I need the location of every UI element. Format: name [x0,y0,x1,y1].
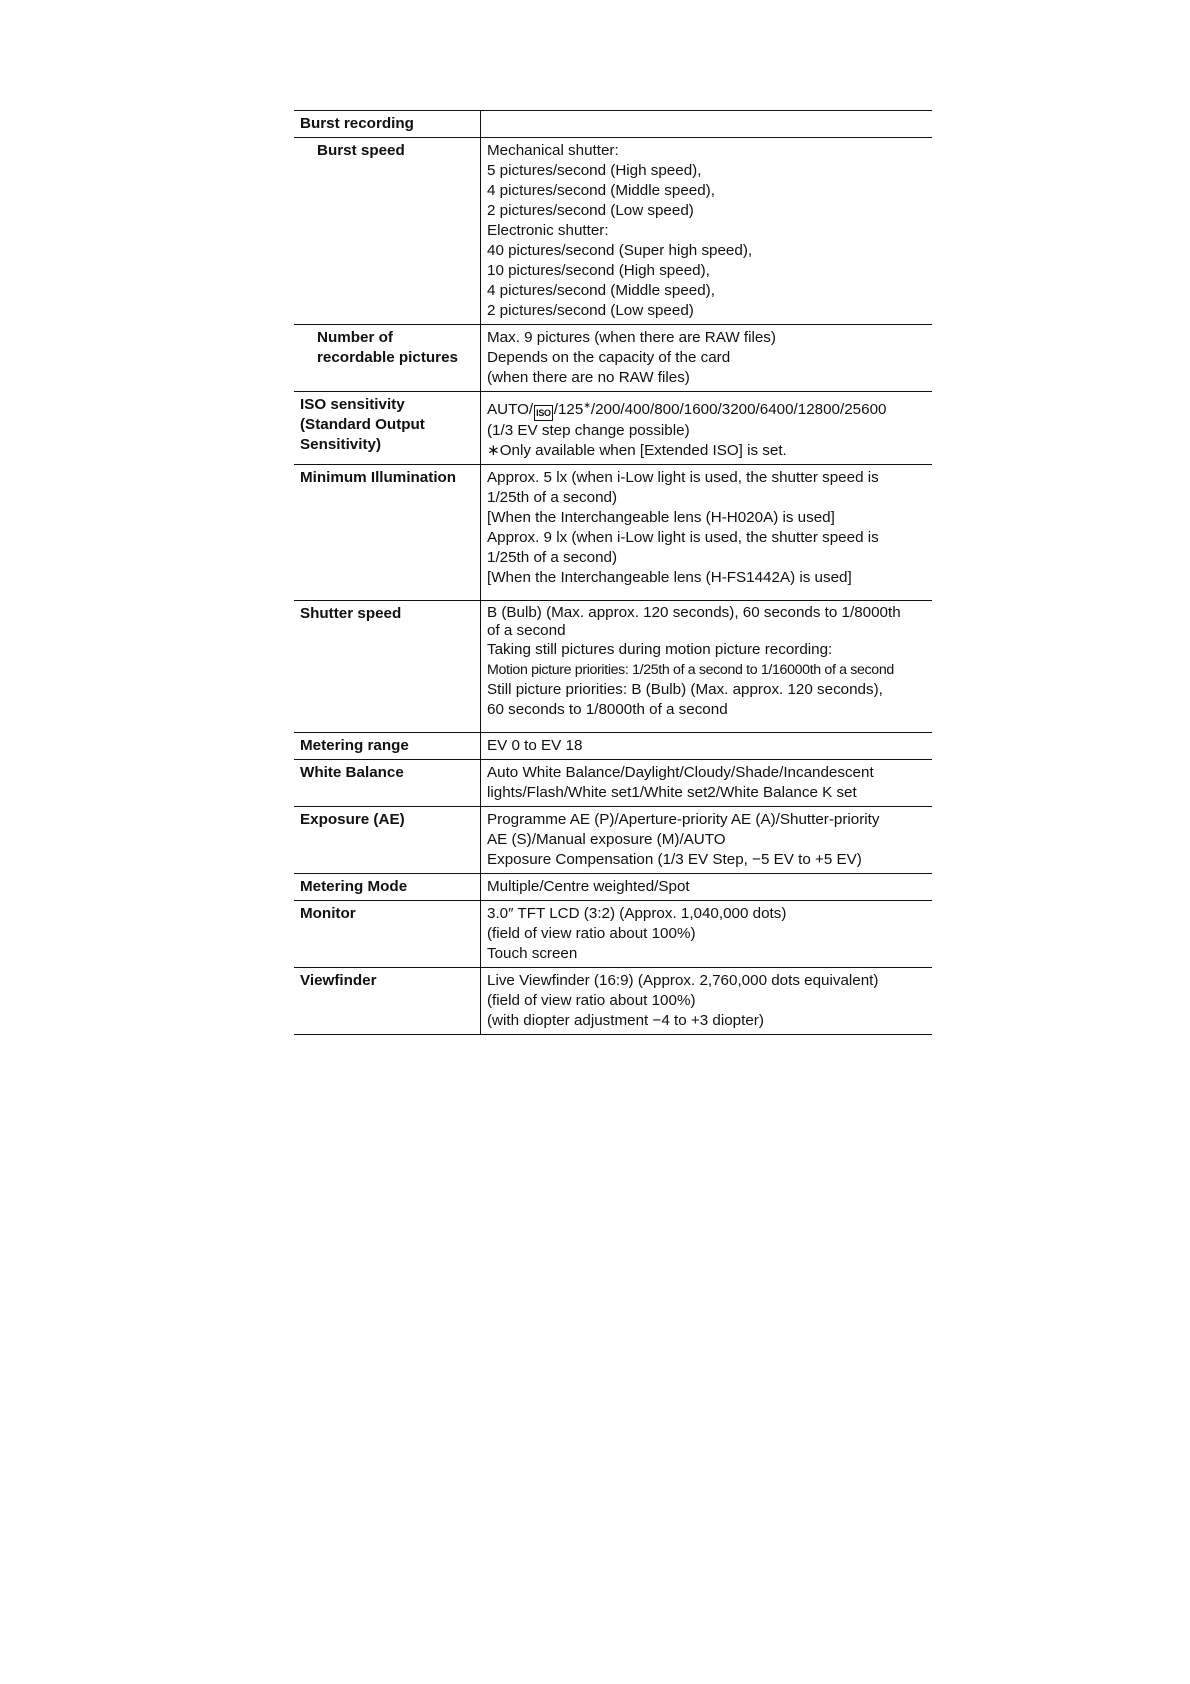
spec-label: Minimum Illumination [294,465,481,600]
iso-value-list: /200/400/800/1600/3200/6400/12800/25600 [590,401,887,419]
spec-value [481,601,932,732]
intelligent-iso-icon: ISO [534,405,553,421]
spec-line: (field of view ratio about 100%) [487,925,696,943]
spec-label: Exposure (AE) [294,807,481,873]
spec-line: 1/25th of a second) [487,549,618,567]
spec-line: 3.0″ TFT LCD (3:2) (Approx. 1,040,000 dots) [487,905,787,923]
spec-row-shutter-speed [294,601,932,733]
spec-line: Motion picture priorities: 1/25th of a second to 1/16000th of a second [487,662,894,679]
spec-line: lights/Flash/White set1/White set2/White Balance K set [487,784,857,802]
spec-value [481,392,932,464]
spec-label: Burst recording [294,111,481,137]
spec-line: Exposure Compensation (1/3 EV Step, −5 EV to +5 EV) [487,851,862,869]
spec-line: 2 pictures/second (Low speed) [487,302,694,319]
spec-line: 60 seconds to 1/8000th of a second [487,701,728,719]
spec-label: Monitor [294,901,481,967]
spec-row-viewfinder [294,968,932,1035]
spec-row-metering-range [294,733,932,760]
spec-line: Programme AE (P)/Aperture-priority AE (A)/Shutter-priority [487,811,880,829]
spec-line: ∗Only available when [Extended ISO] is set. [487,442,787,460]
iso-auto-text: AUTO/ [487,401,534,419]
spec-label: Burst speed [294,138,481,324]
spec-row-burst-speed [294,138,932,325]
spec-line: (field of view ratio about 100%) [487,992,696,1010]
spec-value [481,111,932,137]
spec-line: (with diopter adjustment −4 to +3 diopter) [487,1012,764,1030]
spec-line: Multiple/Centre weighted/Spot [487,878,690,896]
spec-line: B (Bulb) (Max. approx. 120 seconds), 60 seconds to 1/8000th [487,604,901,622]
spec-row-minimum-illumination [294,465,932,601]
iso-values-line [487,395,928,421]
spec-label: Viewfinder [294,968,481,1034]
spec-line: (when there are no RAW files) [487,369,690,386]
spec-label: White Balance [294,760,481,806]
spec-line: AE (S)/Manual exposure (M)/AUTO [487,831,726,849]
spec-line: 5 pictures/second (High speed), [487,162,702,179]
spec-row-recordable-pictures [294,325,932,392]
spec-line: EV 0 to EV 18 [487,737,583,755]
spec-value [481,325,932,391]
spec-value [481,901,932,967]
spec-value [481,807,932,873]
spec-table [294,110,932,1035]
spec-row-white-balance [294,760,932,807]
spec-label: Metering range [294,733,481,759]
spec-value [481,874,932,900]
spec-row-iso-sensitivity [294,392,932,465]
spec-value [481,760,932,806]
spec-line: Touch screen [487,945,578,963]
spec-line: 10 pictures/second (High speed), [487,262,710,279]
spec-line: (1/3 EV step change possible) [487,422,690,440]
spec-row-metering-mode [294,874,932,901]
spec-line: Taking still pictures during motion picture recording: [487,641,833,659]
spec-line: Electronic shutter: [487,222,609,239]
spec-line: Max. 9 pictures (when there are RAW files) [487,329,776,346]
spec-row-burst-recording [294,110,932,138]
spec-line: Live Viewfinder (16:9) (Approx. 2,760,000 dots equivalent) [487,972,879,990]
spec-line: Approx. 5 lx (when i-Low light is used, the shutter speed is [487,469,879,487]
iso-low-value: /125 [553,401,584,419]
spec-label: Shutter speed [294,601,481,732]
spec-label: Number of recordable pictures [294,325,481,391]
spec-line: 4 pictures/second (Middle speed), [487,282,715,299]
spec-row-monitor [294,901,932,968]
spec-label: ISO sensitivity (Standard Output Sensitivity) [294,392,481,464]
spec-line: 40 pictures/second (Super high speed), [487,242,753,259]
spec-value [481,138,932,324]
spec-label: Metering Mode [294,874,481,900]
spec-line: [When the Interchangeable lens (H-FS1442A) is used] [487,569,852,587]
spec-line: [When the Interchangeable lens (H-H020A) is used] [487,509,835,527]
spec-line: 1/25th of a second) [487,489,618,507]
spec-line: 2 pictures/second (Low speed) [487,202,694,219]
spec-line: Still picture priorities: B (Bulb) (Max. approx. 120 seconds), [487,681,883,699]
spec-line: Approx. 9 lx (when i-Low light is used, the shutter speed is [487,529,879,547]
footnote-mark: ∗ [583,400,591,410]
spec-line: 4 pictures/second (Middle speed), [487,182,715,199]
spec-value [481,733,932,759]
spec-line: Mechanical shutter: [487,142,619,159]
spec-value [481,968,932,1034]
spec-row-exposure [294,807,932,874]
spec-value [481,465,932,600]
spec-line: Depends on the capacity of the card [487,349,731,366]
spec-line: of a second [487,622,566,640]
spec-line: Auto White Balance/Daylight/Cloudy/Shade/Incandescent [487,764,874,782]
